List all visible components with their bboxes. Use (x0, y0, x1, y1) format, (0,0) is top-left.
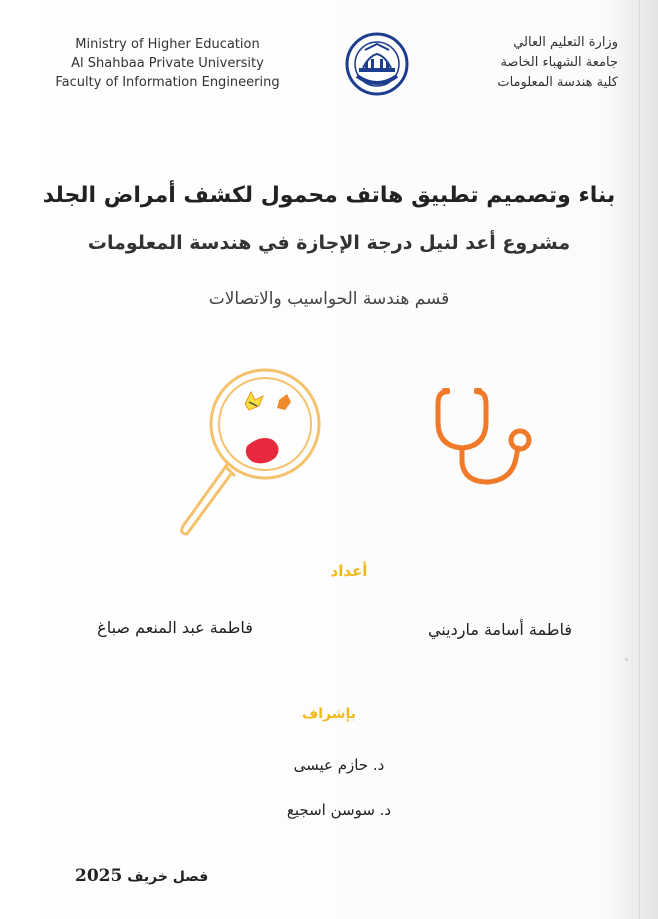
semester-year: 2025 (75, 866, 123, 886)
ministry-name-ar: وزارة التعليم العالي (513, 35, 618, 50)
header-english (40, 35, 295, 92)
semester-label: فصل خريف (127, 869, 209, 885)
supervision-label: بإشراف (301, 706, 357, 722)
faculty-name-en: Faculty of Information Engineering (55, 75, 280, 90)
stethoscope-icon (432, 382, 542, 492)
department-name: قسم هندسة الحواسيب والاتصالات (208, 289, 450, 309)
project-subtitle: مشروع أعد لنيل درجة الإجازة في هندسة المعلومات (87, 232, 571, 254)
header-arabic (418, 33, 618, 93)
supervisor-name-2: د. سوسن اسجيع (286, 801, 392, 819)
university-name-en: Al Shahbaa Private University (71, 56, 264, 71)
student-name-1: فاطمة أسامة مارديني (427, 620, 573, 639)
supervisor-name-1: د. حازم عيسى (293, 756, 385, 774)
university-seal-icon (345, 32, 409, 96)
page-dot (625, 658, 628, 661)
faculty-name-ar: كلية هندسة المعلومات (497, 75, 618, 90)
student-name-2: فاطمة عبد المنعم صباغ (97, 618, 253, 637)
magnifier-skin-icon (165, 362, 325, 542)
page-edge-line (639, 0, 640, 919)
project-title: بناء وتصميم تطبيق هاتف محمول لكشف أمراض الجلد (42, 183, 616, 208)
ministry-name-en: Ministry of Higher Education (75, 37, 260, 52)
university-name-ar: جامعة الشهباء الخاصة (500, 55, 618, 70)
prepared-by-label: أعداد (330, 562, 368, 580)
semester-info (75, 866, 208, 886)
